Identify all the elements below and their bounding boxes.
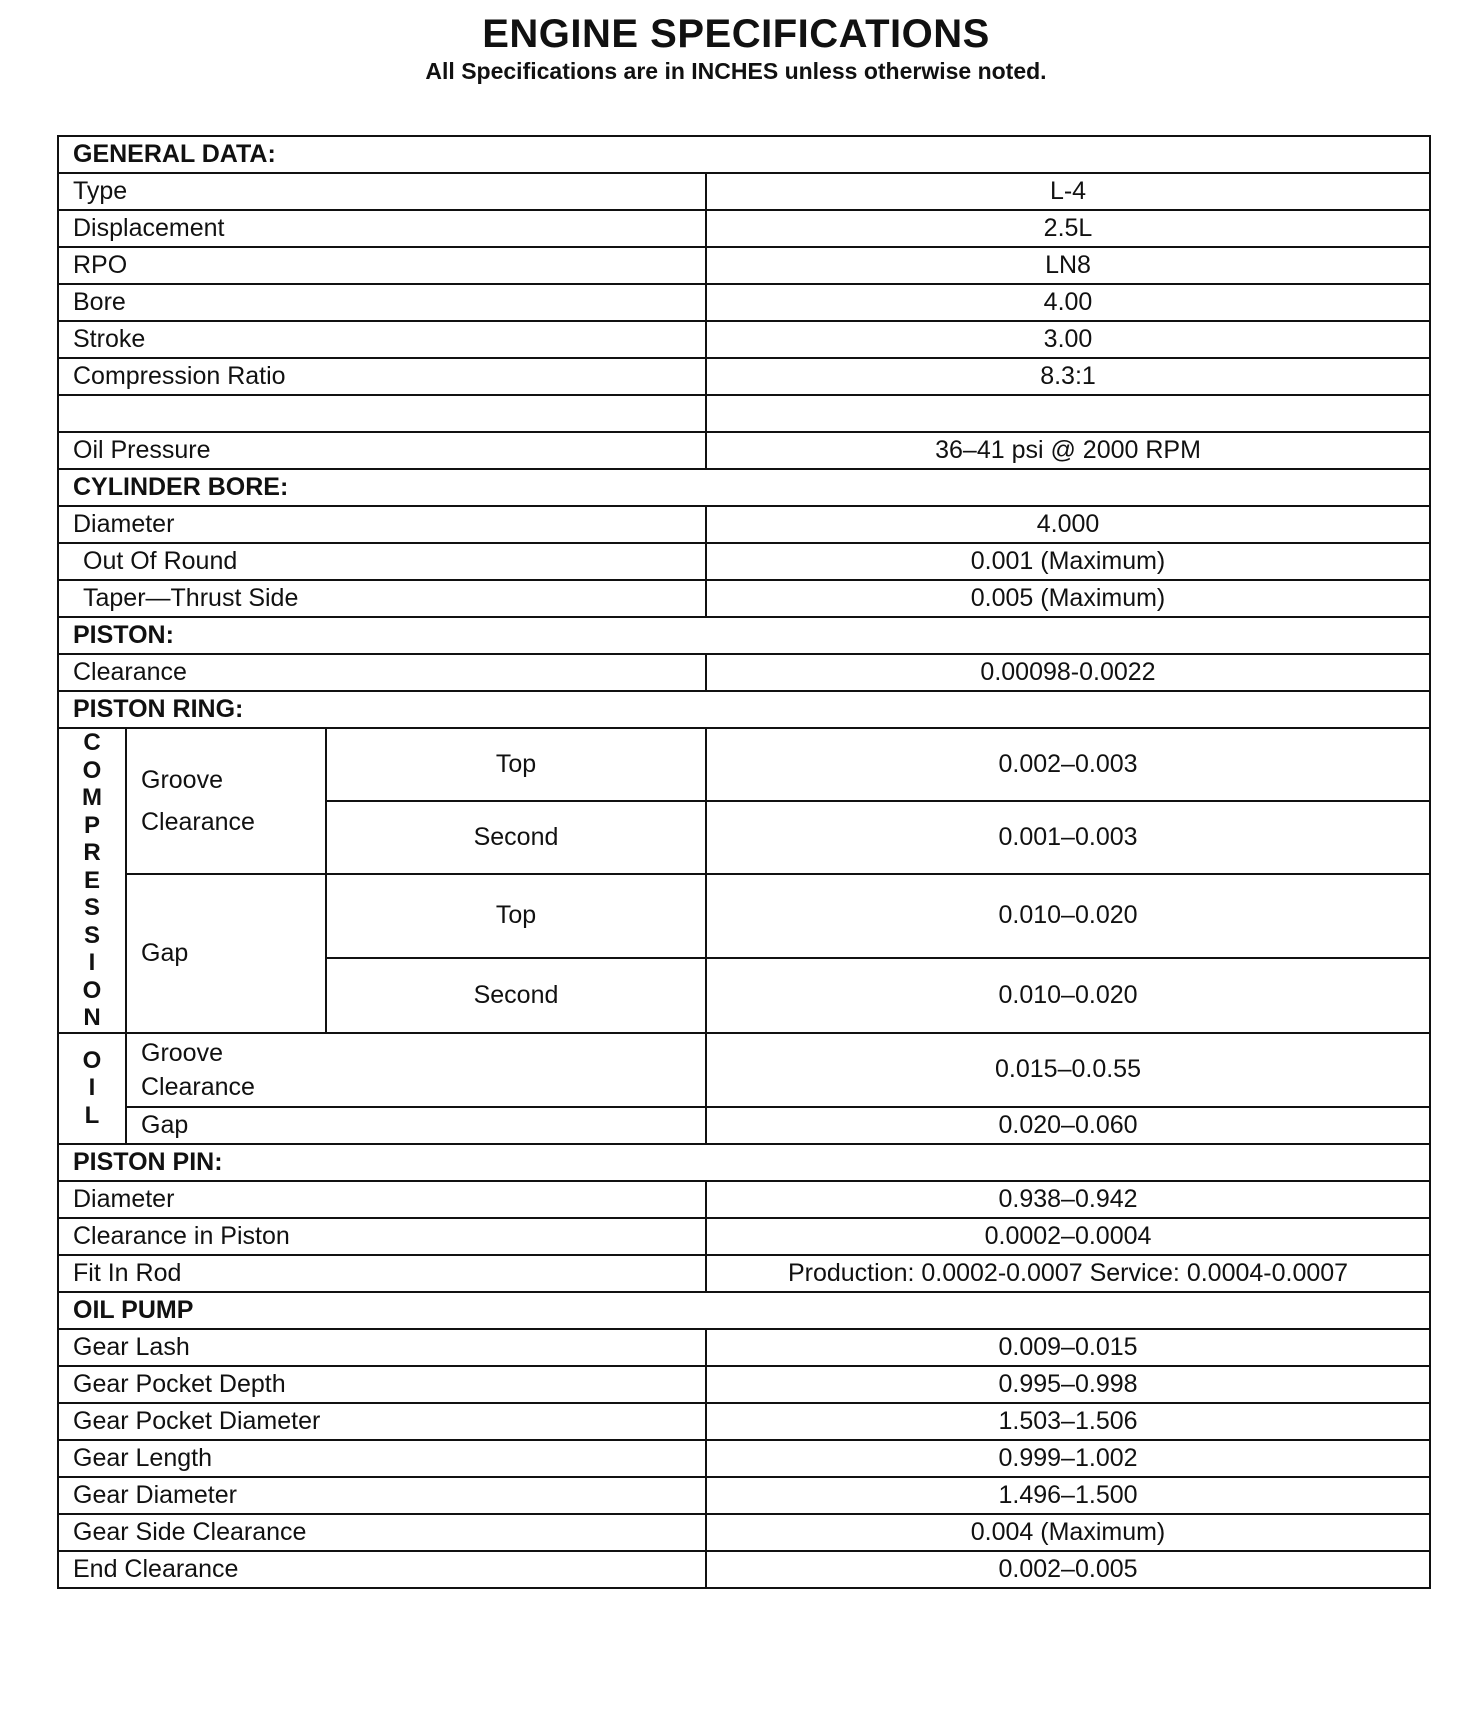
table-row: [58, 1440, 1430, 1477]
table-row: [58, 728, 1430, 801]
spec-value: 0.010–0.020: [706, 958, 1430, 1033]
table-row: [58, 247, 1430, 284]
section-row-oil-pump: [58, 1292, 1430, 1329]
section-header-cylinder-bore: CYLINDER BORE:: [58, 469, 1430, 506]
ring-position-top: Top: [326, 728, 706, 801]
section-row-piston-ring: [58, 691, 1430, 728]
spec-label: Bore: [58, 284, 706, 321]
spec-value: 0.020–0.060: [706, 1107, 1430, 1144]
spec-label: Gear Length: [58, 1440, 706, 1477]
spec-label: Clearance: [58, 654, 706, 691]
table-row: [58, 321, 1430, 358]
spec-value: 1.496–1.500: [706, 1477, 1430, 1514]
spec-label: Clearance in Piston: [58, 1218, 706, 1255]
table-row: [58, 284, 1430, 321]
vertical-letter: S: [83, 894, 100, 921]
section-header-oil-pump: OIL PUMP: [58, 1292, 1430, 1329]
section-row-piston: [58, 617, 1430, 654]
table-row: [58, 1477, 1430, 1514]
groove-label-line2: Clearance: [141, 808, 255, 836]
spec-label: Gear Side Clearance: [58, 1514, 706, 1551]
spec-value: 4.00: [706, 284, 1430, 321]
spec-label: Gear Diameter: [58, 1477, 706, 1514]
spec-value-empty: [706, 395, 1430, 432]
spec-value: 8.3:1: [706, 358, 1430, 395]
oil-groove-line1: Groove: [141, 1038, 223, 1067]
spec-label: RPO: [58, 247, 706, 284]
spec-value: 0.004 (Maximum): [706, 1514, 1430, 1551]
spec-label: Displacement: [58, 210, 706, 247]
ring-position-second: Second: [326, 801, 706, 874]
table-row: [58, 1403, 1430, 1440]
spec-value: 3.00: [706, 321, 1430, 358]
table-row: [58, 210, 1430, 247]
spec-value: 0.995–0.998: [706, 1366, 1430, 1403]
spec-label: Diameter: [58, 1181, 706, 1218]
table-row-empty: [58, 395, 1430, 432]
spec-label: Out Of Round: [58, 543, 706, 580]
groove-clearance-label: [126, 728, 326, 874]
table-row: [58, 1218, 1430, 1255]
section-header-piston-ring: PISTON RING:: [58, 691, 1430, 728]
section-row-piston-pin: [58, 1144, 1430, 1181]
spec-label: Type: [58, 173, 706, 210]
table-row: [58, 432, 1430, 469]
table-row: [58, 1329, 1430, 1366]
spec-value: 0.00098-0.0022: [706, 654, 1430, 691]
table-row: [58, 654, 1430, 691]
spec-value: 0.002–0.005: [706, 1551, 1430, 1588]
compression-vertical-label: [58, 728, 126, 1033]
table-row: [58, 1033, 1430, 1107]
gap-label: Gap: [126, 874, 326, 1033]
spec-value: 0.938–0.942: [706, 1181, 1430, 1218]
table-row: [58, 358, 1430, 395]
vertical-letter: P: [83, 811, 100, 839]
spec-label: Fit In Rod: [58, 1255, 706, 1292]
spec-value: 0.005 (Maximum): [706, 580, 1430, 617]
spec-value: 0.001–0.003: [706, 801, 1430, 874]
vertical-letter: E: [83, 866, 100, 894]
spec-value: Production: 0.0002-0.0007 Service: 0.0004-0.0007: [706, 1255, 1430, 1292]
spec-value: 0.015–0.0.55: [706, 1033, 1430, 1107]
spec-label: Compression Ratio: [58, 358, 706, 395]
spec-label: Oil Pressure: [58, 432, 706, 469]
spec-label: End Clearance: [58, 1551, 706, 1588]
vertical-letter: N: [83, 1004, 101, 1031]
spec-label: Gear Lash: [58, 1329, 706, 1366]
oil-gap-label: Gap: [126, 1107, 706, 1144]
spec-label-empty: [58, 395, 706, 432]
spec-value: 2.5L: [706, 210, 1430, 247]
spec-value: 0.002–0.003: [706, 728, 1430, 801]
spec-label: Taper—Thrust Side: [58, 580, 706, 617]
spec-label: Stroke: [58, 321, 706, 358]
table-row: [58, 1107, 1430, 1144]
spec-value: 0.009–0.015: [706, 1329, 1430, 1366]
oil-vertical-label: [58, 1033, 126, 1144]
table-row: [58, 1181, 1430, 1218]
vertical-letter: C: [83, 729, 101, 756]
table-row: [58, 1514, 1430, 1551]
spec-label: Diameter: [58, 506, 706, 543]
table-row: [58, 543, 1430, 580]
table-row: [58, 1366, 1430, 1403]
spec-value: 0.0002–0.0004: [706, 1218, 1430, 1255]
spec-value: 1.503–1.506: [706, 1403, 1430, 1440]
section-row-general: [58, 136, 1430, 173]
oil-groove-clearance-label: [126, 1033, 706, 1107]
table-row: [58, 1551, 1430, 1588]
vertical-letter: O: [82, 756, 102, 784]
spec-value: 0.001 (Maximum): [706, 543, 1430, 580]
table-row: [58, 580, 1430, 617]
spec-value: 4.000: [706, 506, 1430, 543]
spec-value: 0.999–1.002: [706, 1440, 1430, 1477]
spec-value: 0.010–0.020: [706, 874, 1430, 958]
section-row-cylinder-bore: [58, 469, 1430, 506]
section-header-piston: PISTON:: [58, 617, 1430, 654]
vertical-letter: O: [82, 1046, 102, 1074]
page-subtitle: All Specifications are in INCHES unless otherwise noted.: [425, 58, 1047, 84]
groove-label-line1: Groove: [141, 766, 223, 794]
vertical-letter: L: [84, 1101, 100, 1129]
vertical-letter: I: [88, 1074, 96, 1102]
spec-label: Gear Pocket Diameter: [58, 1403, 706, 1440]
engine-spec-table: [57, 135, 1431, 1589]
vertical-letter: R: [83, 839, 101, 866]
spec-label: Gear Pocket Depth: [58, 1366, 706, 1403]
vertical-letter: S: [83, 921, 100, 949]
table-row: [58, 1255, 1430, 1292]
table-row: [58, 173, 1430, 210]
vertical-letter: O: [82, 976, 102, 1004]
ring-position-top: Top: [326, 874, 706, 958]
spec-value: 36–41 psi @ 2000 RPM: [706, 432, 1430, 469]
ring-position-second: Second: [326, 958, 706, 1033]
table-row: [58, 506, 1430, 543]
table-row: [58, 874, 1430, 958]
spec-value: L-4: [706, 173, 1430, 210]
oil-groove-line2: Clearance: [141, 1072, 255, 1101]
section-header-piston-pin: PISTON PIN:: [58, 1144, 1430, 1181]
section-header-general: GENERAL DATA:: [58, 136, 1430, 173]
spec-value: LN8: [706, 247, 1430, 284]
page-title: ENGINE SPECIFICATIONS: [482, 12, 990, 56]
vertical-letter: I: [88, 949, 96, 976]
vertical-letter: M: [82, 784, 102, 811]
